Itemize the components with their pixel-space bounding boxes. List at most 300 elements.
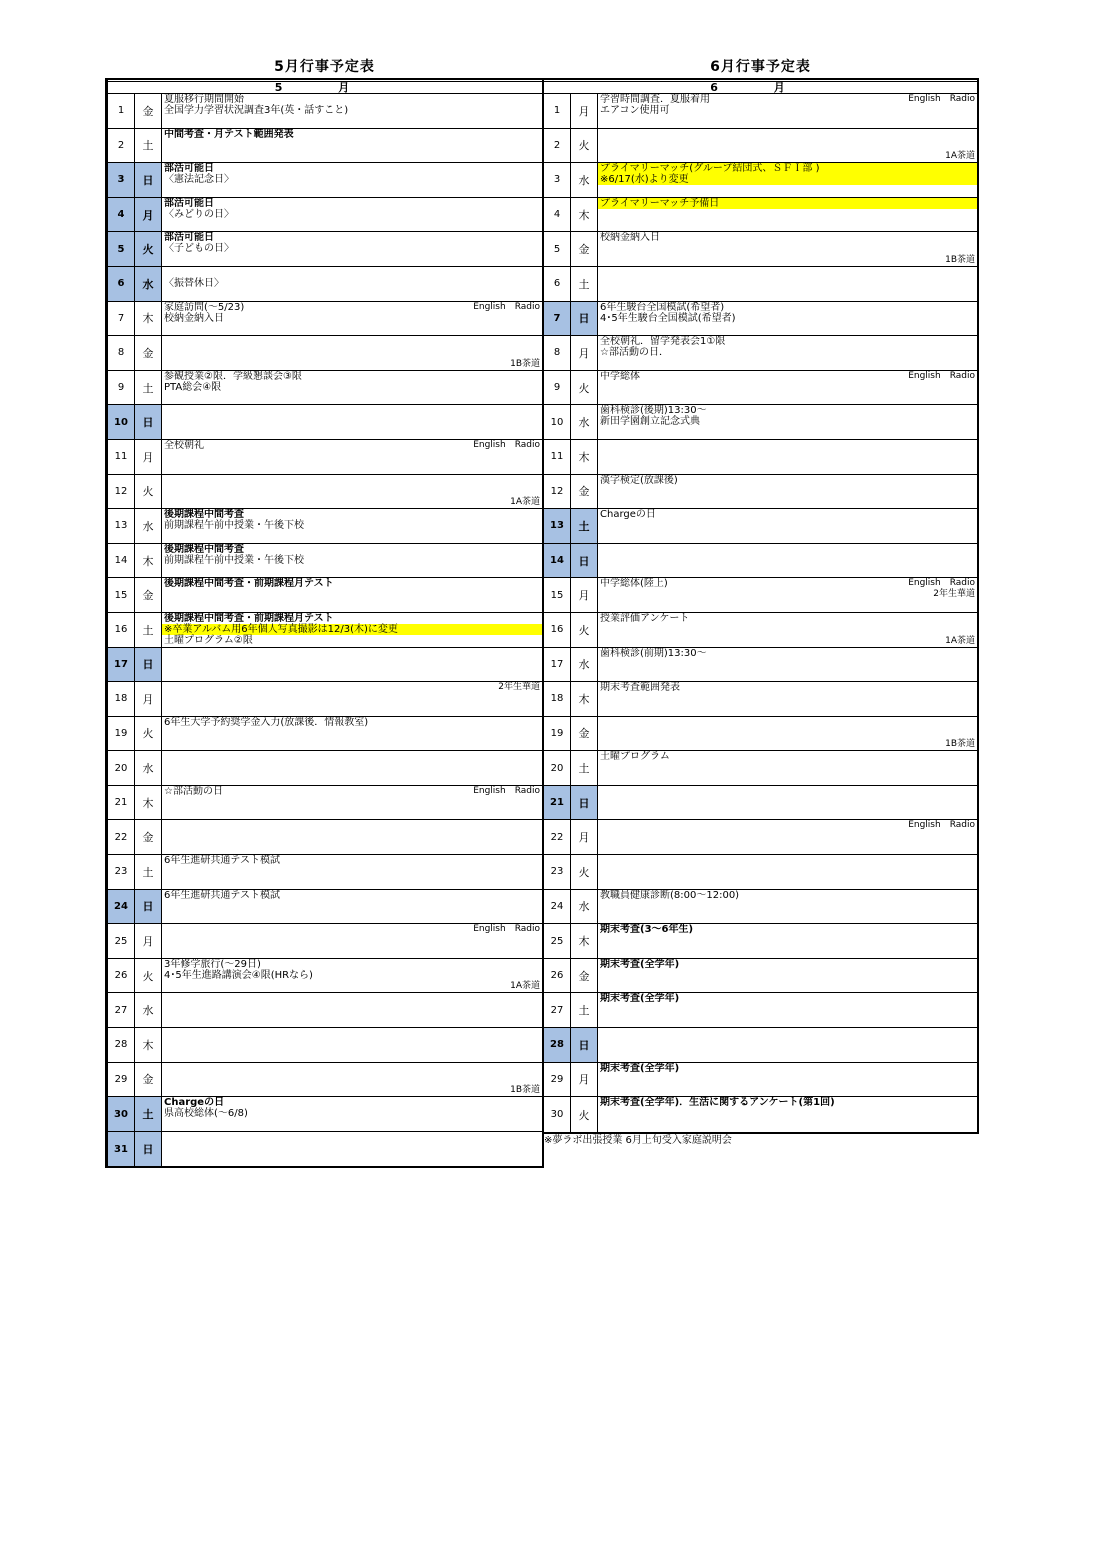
club-note: English Radio <box>908 578 975 589</box>
event-line: 全国学力学習状況調査3年(英・話すこと) <box>164 105 349 116</box>
day-number: 16 <box>544 613 571 647</box>
event-cell <box>598 1063 977 1097</box>
day-row <box>108 924 542 959</box>
weekday: 木 <box>135 302 162 336</box>
day-row <box>108 302 542 337</box>
day-row <box>544 993 977 1028</box>
weekday: 水 <box>135 993 162 1027</box>
day-row <box>108 959 542 994</box>
weekday: 火 <box>135 475 162 509</box>
event-cell <box>598 855 977 889</box>
event-line: 県高校総体(～6/8) <box>164 1108 248 1120</box>
may-title: 5月行事予定表 <box>274 59 375 75</box>
event-line: 部活可能日 <box>164 232 214 244</box>
event-cell <box>598 336 977 370</box>
event-cell <box>598 544 977 578</box>
event-cell <box>162 1132 542 1167</box>
june-calendar <box>542 56 979 1148</box>
event-cell <box>598 613 977 647</box>
event-line: 学習時間調査．夏服着用 <box>600 94 710 105</box>
weekday: 火 <box>135 959 162 993</box>
event-cell <box>162 993 542 1027</box>
event-cell <box>598 267 977 301</box>
event-cell <box>598 682 977 716</box>
club-note: 1B茶道 <box>945 254 975 265</box>
weekday: 金 <box>135 820 162 854</box>
day-number: 15 <box>544 578 571 612</box>
weekday: 月 <box>135 682 162 716</box>
june-table <box>542 78 979 1134</box>
day-row <box>544 544 977 579</box>
day-row <box>108 820 542 855</box>
event-line: 〈憲法記念日〉 <box>164 174 234 186</box>
event-line: 教職員健康診断(8:00～12:00) <box>600 889 740 901</box>
weekday: 金 <box>135 94 162 128</box>
may-month-header: 5 月 <box>108 81 542 94</box>
event-cell <box>162 371 542 405</box>
club-note: English Radio <box>473 785 540 796</box>
event-line: 後期課程中間考査・前期課程月テスト <box>164 612 334 624</box>
day-number: 8 <box>108 336 135 370</box>
event-line: 期末考査範囲発表 <box>600 682 680 694</box>
event-line: 中学総体(陸上) <box>600 578 668 590</box>
weekday: 木 <box>135 1028 162 1062</box>
event-cell <box>598 924 977 958</box>
day-number: 13 <box>544 509 571 543</box>
event-line: 後期課程中間考査 <box>164 509 244 521</box>
event-line: 新田学園創立記念式典 <box>600 416 700 428</box>
weekday: 日 <box>135 1132 162 1167</box>
weekday: 月 <box>135 924 162 958</box>
event-cell <box>162 509 542 543</box>
day-row <box>108 890 542 925</box>
event-line: 前期課程午前中授業・午後下校 <box>164 554 304 566</box>
day-number: 8 <box>544 336 571 370</box>
day-row <box>108 509 542 544</box>
event-line: 漢字検定(放課後) <box>600 474 678 486</box>
weekday: 火 <box>571 371 598 405</box>
event-line: プライマリーマッチ予備日 <box>598 198 977 209</box>
event-line: 授業評価アンケート <box>600 612 690 624</box>
event-line: 夏服移行期間開始 <box>164 94 244 105</box>
weekday: 水 <box>571 648 598 682</box>
weekday: 水 <box>571 890 598 924</box>
day-number: 29 <box>544 1063 571 1097</box>
event-cell <box>162 198 542 232</box>
event-cell <box>162 1063 542 1097</box>
event-cell <box>598 302 977 336</box>
event-cell <box>598 475 977 509</box>
event-cell <box>598 751 977 785</box>
june-month-header: 6 月 <box>544 81 977 94</box>
event-cell <box>162 924 542 958</box>
event-cell <box>598 1097 977 1132</box>
day-row <box>544 786 977 821</box>
day-row <box>108 336 542 371</box>
event-cell <box>598 509 977 543</box>
club-note: 1B茶道 <box>945 739 975 750</box>
day-row <box>544 717 977 752</box>
event-line: 6年生大学予約奨学金入力(放課後．情報教室) <box>164 716 369 728</box>
weekday: 金 <box>135 578 162 612</box>
event-cell <box>598 820 977 854</box>
weekday: 土 <box>571 993 598 1027</box>
day-row <box>544 924 977 959</box>
club-note: English Radio <box>473 301 540 312</box>
event-line: 後期課程中間考査・前期課程月テスト <box>164 578 334 590</box>
day-number: 4 <box>544 198 571 232</box>
event-line: 4･5年生進路講演会④限(HRなら) <box>164 969 313 981</box>
weekday: 土 <box>571 751 598 785</box>
weekday: 月 <box>135 440 162 474</box>
event-cell <box>162 302 542 336</box>
weekday: 土 <box>135 371 162 405</box>
event-cell <box>598 717 977 751</box>
event-cell <box>162 163 542 197</box>
day-row <box>544 751 977 786</box>
event-cell <box>598 993 977 1027</box>
event-cell <box>598 371 977 405</box>
day-number: 1 <box>108 94 135 128</box>
day-number: 18 <box>544 682 571 716</box>
club-note: 2年生華道 <box>933 589 975 600</box>
event-cell <box>162 544 542 578</box>
day-row <box>544 94 977 129</box>
weekday: 月 <box>571 94 598 128</box>
weekday: 水 <box>571 405 598 439</box>
event-cell <box>162 890 542 924</box>
day-row <box>108 613 542 648</box>
club-note: English Radio <box>473 439 540 450</box>
event-line: 土曜プログラム <box>600 751 670 763</box>
day-number: 24 <box>108 890 135 924</box>
day-number: 7 <box>108 302 135 336</box>
event-line: PTA総会④限 <box>164 381 222 393</box>
day-row <box>544 959 977 994</box>
day-number: 14 <box>544 544 571 578</box>
weekday: 金 <box>571 959 598 993</box>
day-row <box>108 648 542 683</box>
club-note: 1B茶道 <box>510 358 540 369</box>
day-row <box>108 1063 542 1098</box>
event-cell <box>598 786 977 820</box>
day-number: 26 <box>544 959 571 993</box>
event-line: Chargeの日 <box>164 1097 225 1109</box>
day-row <box>544 578 977 613</box>
event-line: 家庭訪問(～5/23) <box>164 301 245 313</box>
day-row <box>108 1132 542 1167</box>
day-number: 9 <box>544 371 571 405</box>
day-row <box>544 1063 977 1098</box>
event-line: 中間考査・月テスト範囲発表 <box>164 128 294 140</box>
weekday: 金 <box>135 1063 162 1097</box>
weekday: 木 <box>571 682 598 716</box>
weekday: 土 <box>135 129 162 163</box>
weekday: 土 <box>571 267 598 301</box>
event-cell <box>162 267 542 301</box>
day-number: 30 <box>108 1097 135 1131</box>
day-row <box>108 163 542 198</box>
club-note: 1A茶道 <box>510 981 540 992</box>
day-row <box>544 648 977 683</box>
day-number: 23 <box>544 855 571 889</box>
weekday: 日 <box>571 544 598 578</box>
may-rows <box>108 94 542 1166</box>
event-cell <box>598 198 977 232</box>
day-row <box>544 163 977 198</box>
weekday: 金 <box>571 232 598 266</box>
event-line: 歯科検診(後期)13:30～ <box>600 405 707 417</box>
day-number: 20 <box>108 751 135 785</box>
day-row <box>544 475 977 510</box>
day-row <box>544 198 977 233</box>
club-note: 2年生華道 <box>498 682 540 693</box>
event-line: 全校朝礼．留学発表会1①限 <box>600 336 726 348</box>
day-number: 3 <box>108 163 135 197</box>
day-row <box>108 129 542 164</box>
event-cell <box>162 94 542 128</box>
day-number: 25 <box>108 924 135 958</box>
weekday: 日 <box>135 648 162 682</box>
event-line: 全校朝礼 <box>164 439 204 451</box>
day-number: 29 <box>108 1063 135 1097</box>
day-number: 19 <box>544 717 571 751</box>
event-line: 中学総体 <box>600 370 640 382</box>
event-line: 期末考査(全学年) <box>600 993 680 1005</box>
event-line: ※卒業アルバム用6年個人写真撮影は12/3(木)に変更 <box>162 624 542 635</box>
event-line: 校納金納入日 <box>164 312 224 324</box>
day-number: 3 <box>544 163 571 197</box>
day-number: 7 <box>544 302 571 336</box>
event-cell <box>162 405 542 439</box>
day-number: 10 <box>544 405 571 439</box>
weekday: 日 <box>571 786 598 820</box>
day-number: 2 <box>108 129 135 163</box>
day-row <box>108 786 542 821</box>
weekday: 火 <box>571 613 598 647</box>
day-number: 28 <box>108 1028 135 1062</box>
weekday: 金 <box>571 475 598 509</box>
weekday: 木 <box>135 544 162 578</box>
event-cell <box>162 1097 542 1131</box>
weekday: 月 <box>571 578 598 612</box>
day-number: 22 <box>108 820 135 854</box>
day-row <box>544 267 977 302</box>
event-line: 期末考査(3～6年生) <box>600 924 694 936</box>
day-number: 10 <box>108 405 135 439</box>
event-cell <box>598 129 977 163</box>
day-row <box>108 717 542 752</box>
weekday: 火 <box>135 232 162 266</box>
day-number: 6 <box>108 267 135 301</box>
weekday: 月 <box>571 1063 598 1097</box>
weekday: 土 <box>135 613 162 647</box>
event-line: 部活可能日 <box>164 197 214 209</box>
event-line: 6年生進研共通テスト模試 <box>164 889 280 901</box>
day-number: 26 <box>108 959 135 993</box>
event-line: 土曜プログラム②限 <box>164 634 253 646</box>
weekday: 水 <box>135 509 162 543</box>
day-row <box>544 371 977 406</box>
weekday: 金 <box>571 717 598 751</box>
day-row <box>108 544 542 579</box>
event-line: 期末考査(全学年) <box>600 1062 680 1074</box>
event-cell <box>162 475 542 509</box>
day-row <box>108 855 542 890</box>
event-cell <box>598 1028 977 1062</box>
event-cell <box>598 405 977 439</box>
day-row <box>108 1028 542 1063</box>
event-line: 〈振替休日〉 <box>164 277 224 289</box>
day-row <box>108 405 542 440</box>
event-line: プライマリーマッチ(グループ結団式、ＳＦＩ部 ) <box>598 163 977 174</box>
day-row <box>544 1097 977 1132</box>
day-number: 19 <box>108 717 135 751</box>
weekday: 日 <box>135 890 162 924</box>
day-row <box>108 440 542 475</box>
day-row <box>108 993 542 1028</box>
club-note: 1A茶道 <box>510 497 540 508</box>
event-cell <box>598 890 977 924</box>
day-number: 31 <box>108 1132 135 1167</box>
day-row <box>108 198 542 233</box>
club-note: 1A茶道 <box>945 151 975 162</box>
weekday: 火 <box>571 129 598 163</box>
event-cell <box>598 578 977 612</box>
day-number: 20 <box>544 751 571 785</box>
june-title: 6月行事予定表 <box>710 59 811 75</box>
day-row <box>108 267 542 302</box>
day-number: 21 <box>108 786 135 820</box>
june-footnote: ※夢ラボ出張授業 6月上旬受入家庭説明会 <box>544 1134 732 1146</box>
day-row <box>544 613 977 648</box>
day-row <box>544 509 977 544</box>
weekday: 土 <box>135 855 162 889</box>
weekday: 土 <box>135 1097 162 1131</box>
day-row <box>544 336 977 371</box>
event-cell <box>162 1028 542 1062</box>
day-row <box>108 682 542 717</box>
may-calendar <box>105 56 544 1168</box>
weekday: 日 <box>135 163 162 197</box>
day-number: 1 <box>544 94 571 128</box>
day-number: 16 <box>108 613 135 647</box>
day-row <box>108 371 542 406</box>
weekday: 月 <box>135 198 162 232</box>
day-row <box>108 94 542 129</box>
day-row <box>544 302 977 337</box>
day-row <box>108 232 542 267</box>
event-line: 前期課程午前中授業・午後下校 <box>164 520 304 532</box>
weekday: 日 <box>571 1028 598 1062</box>
may-table <box>105 78 544 1168</box>
day-number: 6 <box>544 267 571 301</box>
day-number: 28 <box>544 1028 571 1062</box>
day-number: 17 <box>108 648 135 682</box>
day-number: 2 <box>544 129 571 163</box>
event-line: ☆部活動の日 <box>164 785 223 797</box>
day-number: 9 <box>108 371 135 405</box>
club-note: English Radio <box>473 924 540 935</box>
day-number: 30 <box>544 1097 571 1132</box>
club-note: English Radio <box>908 820 975 831</box>
day-row <box>544 855 977 890</box>
day-number: 11 <box>544 440 571 474</box>
weekday: 木 <box>135 786 162 820</box>
event-line: エアコン使用可 <box>600 105 670 116</box>
club-note: English Radio <box>908 94 975 104</box>
event-line: 期末考査(全学年) <box>600 958 680 970</box>
event-cell <box>162 336 542 370</box>
day-number: 13 <box>108 509 135 543</box>
club-note: 1A茶道 <box>945 635 975 646</box>
weekday: 金 <box>135 336 162 370</box>
day-number: 12 <box>108 475 135 509</box>
event-cell <box>162 440 542 474</box>
day-row <box>544 890 977 925</box>
event-cell <box>598 959 977 993</box>
event-line: 歯科検診(前期)13:30～ <box>600 647 707 659</box>
weekday: 水 <box>135 267 162 301</box>
day-number: 14 <box>108 544 135 578</box>
event-line: 6年生進研共通テスト模試 <box>164 855 280 867</box>
weekday: 土 <box>571 509 598 543</box>
event-line: 4･5年生駿台全国模試(希望者) <box>600 312 736 324</box>
event-line: 〈子どもの日〉 <box>164 243 234 255</box>
day-number: 21 <box>544 786 571 820</box>
weekday: 火 <box>571 855 598 889</box>
event-cell <box>598 163 977 197</box>
club-note: 1B茶道 <box>510 1085 540 1096</box>
day-number: 24 <box>544 890 571 924</box>
day-row <box>544 820 977 855</box>
day-number: 23 <box>108 855 135 889</box>
event-cell <box>598 94 977 128</box>
day-row <box>108 578 542 613</box>
event-line: ☆部活動の日． <box>600 347 669 359</box>
weekday: 水 <box>571 163 598 197</box>
day-number: 5 <box>108 232 135 266</box>
event-cell <box>598 232 977 266</box>
event-cell <box>162 786 542 820</box>
event-line: 6年生駿台全国模試(希望者) <box>600 301 725 313</box>
weekday: 日 <box>135 405 162 439</box>
event-cell <box>598 440 977 474</box>
day-number: 27 <box>108 993 135 1027</box>
weekday: 日 <box>571 302 598 336</box>
event-line: 3年修学旅行(～29日) <box>164 958 261 970</box>
event-line: 期末考査(全学年)．生活に関するアンケート(第1回) <box>600 1097 835 1109</box>
weekday: 水 <box>135 751 162 785</box>
day-row <box>544 232 977 267</box>
weekday: 木 <box>571 440 598 474</box>
event-cell <box>162 232 542 266</box>
day-number: 15 <box>108 578 135 612</box>
event-cell <box>162 682 542 716</box>
day-row <box>544 129 977 164</box>
weekday: 火 <box>135 717 162 751</box>
day-row <box>544 682 977 717</box>
event-line: 参観授業②限．学級懇談会③限 <box>164 370 302 382</box>
day-number: 4 <box>108 198 135 232</box>
day-number: 22 <box>544 820 571 854</box>
event-cell <box>162 751 542 785</box>
event-cell <box>162 648 542 682</box>
weekday: 月 <box>571 820 598 854</box>
event-cell <box>162 855 542 889</box>
event-cell <box>162 578 542 612</box>
weekday: 木 <box>571 198 598 232</box>
